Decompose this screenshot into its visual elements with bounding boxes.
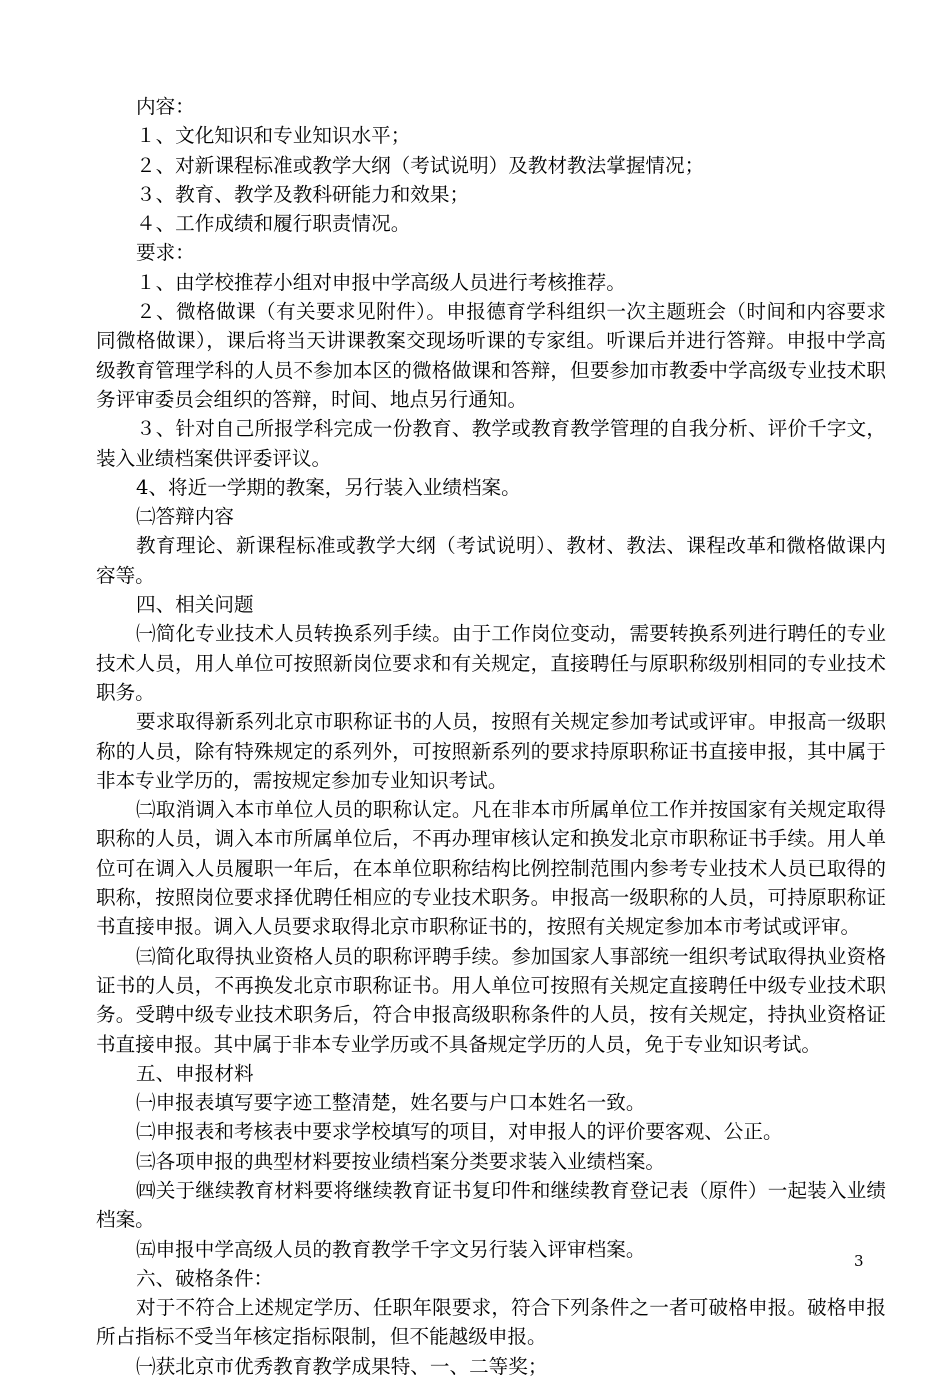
- paragraph: 要求：: [136, 241, 195, 265]
- paragraph: ㈢简化取得执业资格人员的职称评聘手续。参加国家人事部统一组织考试取得执业资格证书的人员，不再换发北京市职称证书。用人单位可按照有关规定直接聘任中级专业技术职务。受聘中级专业技术职务后，符合申报高级职称条件的人员，按有关规定，持执业资格证书直接申报。其中属于非本专业学历或不具备规定学历的人员，免于专业知识考试。: [96, 944, 886, 1056]
- paragraph: ２、对新课程标准或教学大纲（考试说明）及教材教法掌握情况；: [136, 153, 705, 177]
- paragraph: ３、针对自己所报学科完成一份教育、教学或教育教学管理的自我分析、评价千字文，装入业绩档案供评委评议。: [96, 417, 886, 470]
- paragraph: 对于不符合上述规定学历、任职年限要求，符合下列条件之一者可破格申报。破格申报所占指标不受当年核定指标限制，但不能越级申报。: [96, 1296, 886, 1349]
- section-heading: 五、申报材料: [136, 1061, 254, 1085]
- paragraph: 4、将近一学期的教案，另行装入业绩档案。: [136, 475, 521, 499]
- section-heading: 四、相关问题: [136, 593, 254, 617]
- paragraph: ㈣关于继续教育材料要将继续教育证书复印件和继续教育登记表（原件）一起装入业绩档案。: [96, 1178, 886, 1232]
- paragraph: ４、工作成绩和履行职责情况。: [136, 212, 411, 236]
- body-text: [96, 92, 886, 1381]
- section-heading: 六、破格条件：: [136, 1266, 274, 1290]
- page-number: 3: [854, 1252, 864, 1270]
- paragraph: ㈠获北京市优秀教育教学成果特、一、二等奖；: [136, 1354, 548, 1378]
- paragraph: 要求取得新系列北京市职称证书的人员，按照有关规定参加考试或评审。申报高一级职称的人员，除有特殊规定的系列外，可按照新系列的要求持原职称证书直接申报，其中属于非本专业学历的，需按规定参加专业知识考试。: [96, 710, 886, 792]
- paragraph: ２、微格做课（有关要求见附件）。申报德育学科组织一次主题班会（时间和内容要求同微格做课），课后将当天讲课教案交现场听课的专家组。听课后并进行答辩。申报中学高级教育管理学科的人员不参加本区的微格做课和答辩，但要参加市教委中学高级专业技术职务评审委员会组织的答辩，时间、地点另行通知。: [96, 300, 886, 411]
- paragraph: 教育理论、新课程标准或教学大纲（考试说明）、教材、教法、课程改革和微格做课内容等。: [96, 534, 886, 587]
- paragraph: ㈤申报中学高级人员的教育教学千字文另行装入评审档案。: [136, 1237, 646, 1261]
- paragraph: ㈡取消调入本市单位人员的职称认定。凡在非本市所属单位工作并按国家有关规定取得职称的人员，调入本市所属单位后，不再办理审核认定和换发北京市职称证书手续。用人单位可在调入人员履职一年后，在本单位职称结构比例控制范围内参考专业技术人员已取得的职称，按照岗位要求择优聘任相应的专业技术职务。申报高一级职称的人员，可持原职称证书直接申报。调入人员要求取得北京市职称证书的，按照有关规定参加本市考试或评审。: [96, 798, 886, 939]
- paragraph: ３、教育、教学及教科研能力和效果；: [136, 182, 470, 206]
- paragraph: ㈡答辩内容: [136, 505, 234, 529]
- paragraph: ㈠申报表填写要字迹工整清楚，姓名要与户口本姓名一致。: [136, 1091, 646, 1115]
- paragraph: ㈢各项申报的典型材料要按业绩档案分类要求装入业绩档案。: [136, 1149, 666, 1173]
- paragraph: １、文化知识和专业知识水平；: [136, 124, 411, 148]
- paragraph: ㈡申报表和考核表中要求学校填写的项目，对申报人的评价要客观、公正。: [136, 1120, 783, 1144]
- paragraph: ㈠简化专业技术人员转换系列手续。由于工作岗位变动，需要转换系列进行聘任的专业技术人员，用人单位可按照新岗位要求和有关规定，直接聘任与原职称级别相同的专业技术职务。: [96, 622, 886, 704]
- paragraph: １、由学校推荐小组对申报中学高级人员进行考核推荐。: [136, 270, 626, 294]
- paragraph: 内容：: [136, 95, 195, 118]
